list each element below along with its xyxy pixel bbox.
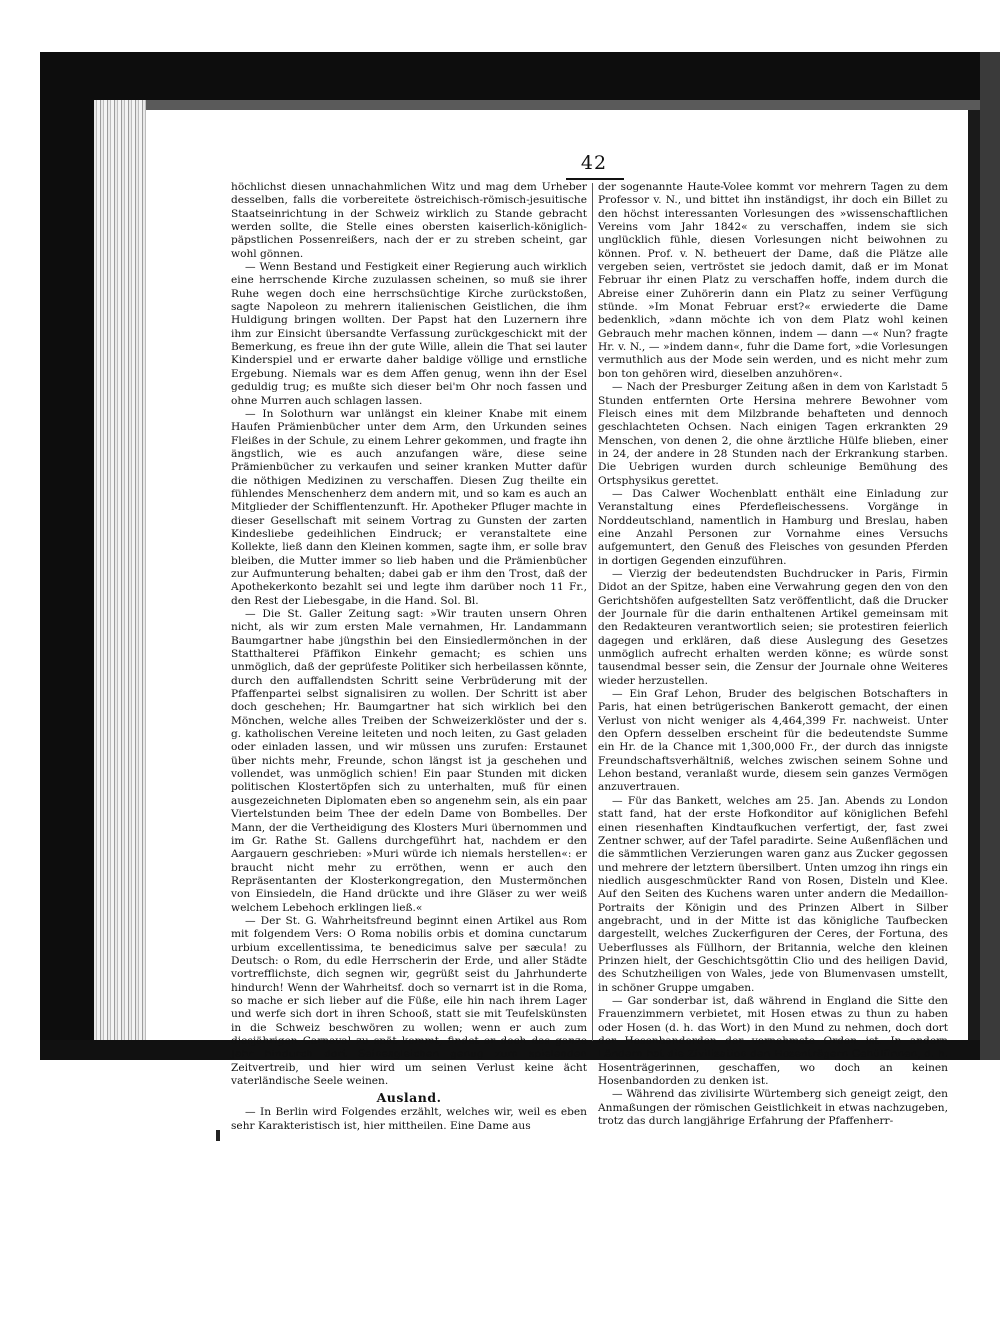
article-paragraph: — Der St. G. Wahrheitsfreund beginnt einen Artikel aus Rom mit folgendem Vers: O Roma nobilis orbis et domina cunctarum urbium excellentissima, te benedicimus salve per sæcula! zu Deutsch: o Rom, du edle Herrscherin der Erde, und aller Städte vortrefflichste, dich segnen wir, gegrüßt seist du Jahrhunderte hindurch! Wenn der Wahrheitsf. doch so vernarrt ist in die Roma, so mache er sich lieber auf die Füße, eile hin nach ihrem Lager und werfe sich dort in ihren Schooß, statt sie mit Teufelskünsten in die Schweiz beschwören zu wollen; wenn er auch zum diesjährigen Carnaval zu spät kommt, findet er doch das ganze Jahr hindurch dort Seinesgleichen genug zum spielenden Zeitvertreib, und hier wird um seinen Verlust keine ächt vaterländische Seele weinen. — [231, 914, 587, 1088]
article-paragraph: — Vierzig der bedeutendsten Buchdrucker in Paris, Firmin Didot an der Spitze, haben eine Verwahrung gegen den von den Gerichtshöfen aufgestellten Satz veröffentlicht, daß die Drucker der Journale für die darin enthaltenen Artikel gemeinsam mit den Redakteuren verantwortlich seien; sie protestiren feierlich dagegen und erklären, daß diese Auslegung des Gesetzes unmöglich aufrecht erhalten werden könne; es würde sonst tausendmal besser sein, die Zensur der Journale ohne Weiteres wieder herzustellen. — [598, 567, 948, 687]
article-paragraph: — In Solothurn war unlängst ein kleiner Knabe mit einem Haufen Prämienbücher unter dem Arm, den Urkunden seines Fleißes in der Schule, zu einem Lehrer gekommen, und fragte ihn ängstlich, wie es auch anzufangen wäre, diese seine Prämienbücher zu verkaufen und seiner kranken Mutter dafür die nöthigen Medizinen zu verschaffen. Diesen Zug theilte ein fühlendes Menschenherz dem andern mit, und so kam es auch an Mitglieder der Schifflentenzunft. Hr. Apotheker Pfluger machte in dieser Gesellschaft mit seinem Vortrag zu Gunsten der zarten Kindesliebe gedeihlichen Eindruck; er veranstaltete eine Kollekte, ließ dann den Kleinen kommen, sagte ihm, er solle brav bleiben, die Mutter immer so lieb haben und die Prämienbücher zur Aufmunterung behalten; dabei gab er ihm den Trost, daß der Apothekerkonto bezahlt sei und legte ihm darüber noch 11 Fr., den Rest der Liebesgabe, in die Hand. Sol. Bl. — [231, 407, 587, 607]
scan-left-border — [40, 52, 94, 1052]
article-paragraph: — Gar sonderbar ist, daß während in England die Sitte den Frauenzimmern verbietet, mit Hosen etwas zu thun zu haben oder Hosen (d. h. das Wort) in den Mund zu nehmen, doch dort der Hosenbandorden der vornehmste Orden ist. In andern Ländern hat die Zivilisation den Hosenträgern Gehülfinnen, d. h. Hosenträgerinnen, geschaffen, wo doch an keinen Hosenbandorden zu denken ist. — [598, 994, 948, 1088]
left-column — [231, 181, 587, 1132]
article-paragraph: — Während das zivilisirte Würtemberg sich geneigt zeigt, den Anmaßungen der römischen Geistlichkeit in etwas nachzugeben, trotz das durch langjährige Erfahrung der Pfaffenherr- — [598, 1088, 948, 1128]
article-paragraph: — Die St. Galler Zeitung sagt: »Wir trauten unsern Ohren nicht, als wir zum ersten Male vernahmen, Hr. Landammann Baumgartner habe jüngsthin bei den Einsiedlermönchen in der Statthalterei Pfäffikon Einkehr gemacht; es schien uns unmöglich, daß der geprüfeste Politiker sich herbeilassen könnte, durch den auffallendsten Schritt seine Verbrüderung mit der Pfaffenpartei selbst signalisiren zu wollen. Der Schritt ist aber doch geschehen; Hr. Baumgartner hat sich wirklich bei den Mönchen, welche alles Treiben der Schweizerklöster und der s. g. katholischen Vereine leiteten und noch leiten, zu Gast geladen oder einladen lassen, und wir müssen uns zurufen: Erstaunet über nichts mehr, Freunde, schon längst ist ja geschehen und vollendet, was unmöglich schien! Ein paar Stunden mit dicken politischen Klostertöpfen sich zu unterhalten, muß für einen ausgezeichneten Diplomaten eben so angenehm sein, als ein paar Viertelstunden beim Thee der edeln Dame von Bombelles. Der Mann, der die Vertheidigung des Klosters Muri übernommen und im Gr. Rathe St. Gallens durchgeführt hat, nachdem er den Aargauern geschrieben: »Muri würde ich niemals herstellen«: er braucht nicht mehr zu erröthen, wenn er auch den Repräsentanten der Klosterkongregation, den Mustermönchen von Einsiedeln, die Hand drückte und ihre Gläser zu wer weiß welchem Lebehoch erklingen ließ.« — [231, 608, 587, 914]
scan-top-border — [40, 52, 1000, 100]
book-gutter-shading — [94, 100, 146, 1050]
article-paragraph: — Ein Graf Lehon, Bruder des belgischen Botschafters in Paris, hat einen betrügerischen Bankerott gemacht, der einen Verlust von nicht weniger als 4,464,399 Fr. nachweist. Unter den Opfern desselben erscheint für die bedeutendste Summe ein Hr. de la Chance mit 1,300,000 Fr., der durch das innigste Freundschaftsverhältniß, welches zwischen seinem Sohne und Lehon bestand, veranlaßt wurde, diesem sein ganzes Vermögen anzuvertrauen. — [598, 688, 948, 794]
article-paragraph: — Das Calwer Wochenblatt enthält eine Einladung zur Veranstaltung eines Pferdefleischessens. Vorgänge in Norddeutschland, namentlich in Hamburg und Breslau, haben eine Anzahl Personen zur Vornahme eines Versuchs aufgemuntert, den Genuß des Fleisches von gesunden Pferden in dortigen Gegenden einzuführen. — [598, 487, 948, 567]
header-rule — [566, 178, 624, 180]
article-paragraph: der sogenannte Haute-Volee kommt vor mehrern Tagen zu dem Professor v. N., und bittet ihn inständigst, ihr doch ein Billet zu den höchst interessanten Vorlesungen des »wissenschaftlichen Vereins vom Jahr 1842« zu verschaffen, indem sie sich unglücklich fühle, diesen Vorlesungen nicht beiwohnen zu können. Prof. v. N. betheuert der Dame, daß die Plätze alle vergeben seien, vertröstet sie jedoch damit, daß er im Monat Februar ihr einen Platz zu verschaffen hoffe, indem durch die Abreise einer Zuhörerin dann ein Platz zu seiner Verfügung stünde. »Im Monat Februar erst?« erwiederte die Dame bedenklich, »dann möchte ich von dem Platz wohl keinen Gebrauch mehr machen können, indem — dann —« Nun? fragte Hr. v. N., — »indem dann«, fuhr die Dame fort, »die Vorlesungen vermuthlich aus der Mode sein werden, und es nicht mehr zum bon ton gehören wird, dieselben anzuhören«. — [598, 181, 948, 380]
page-number: 42 — [580, 152, 608, 174]
section-heading-ausland: Ausland. — [376, 1090, 442, 1106]
scan-right-edge — [980, 52, 1000, 1060]
article-paragraph: höchlichst diesen unnachahmlichen Witz und mag dem Urheber desselben, falls die vorbereitete östreichisch-römisch-jesuitische Staatseinrichtung in der Schweiz wirklich zu Stande gebracht werden sollte, die Stelle eines obersten kaiserlich-königlich-päpstlichen Possenreißers, nach der er zu streben scheint, gar wohl gönnen. — [231, 181, 587, 260]
scan-top-shadow — [70, 100, 980, 110]
margin-ink-mark — [216, 1130, 220, 1141]
right-column — [598, 181, 948, 1128]
article-paragraph: — Wenn Bestand und Festigkeit einer Regierung auch wirklich eine herrschende Kirche zuzulassen scheinen, so muß sie ihrer Ruhe wegen doch eine herrschsüchtige Kirche zurückstoßen, sagte Napoleon zu mehrern italienischen Geistlichen, die ihm Huldigung bringen wollten. Der Papst hat den Luzernern ihre ihm zur Einsicht übersandte Verfassung zurückgeschickt mit der Bemerkung, es freue ihn der gute Wille, allein die That sei lauter Kinderspiel und er erwarte daher baldige völlige und ernstliche Ergebung. Niemals war es dem Affen genug, wenn ihn der Esel geduldig trug; es mußte sich dieser bei'm Ohr noch fassen und ohne Murren auch schlagen lassen. — [231, 261, 587, 407]
scan-right-border — [968, 110, 980, 1040]
article-paragraph: — Nach der Presburger Zeitung aßen in dem von Karlstadt 5 Stunden entfernten Orte Hersina mehrere Bewohner vom Fleisch eines mit dem Milzbrande behafteten und dennoch geschlachteten Ochsen. Nach einigen Tagen erkrankten 29 Menschen, von denen 2, die ohne ärztliche Hülfe blieben, einer in 24, der andere in 28 Stunden nach der Erkrankung starben. Die Uebrigen wurden durch schleunige Bemühung des Ortsphysikus gerettet. — [598, 381, 948, 487]
article-paragraph: — In Berlin wird Folgendes erzählt, welches wir, weil es eben sehr Karakteristisch ist, hier mittheilen. Eine Dame aus — [231, 1106, 587, 1132]
article-paragraph: — Für das Bankett, welches am 25. Jan. Abends zu London statt fand, hat der erste Hofkonditor auf königlichen Befehl einen riesenhaften Kindtaufkuchen verfertigt, der, fast zwei Zentner schwer, auf der Tafel paradirte. Seine Außenflächen und die sämmtlichen Verzierungen waren ganz aus Zucker gegossen und mehrere der letztern übersilbert. Unten umzog ihn rings ein niedlich ausgeschmückter Rand von Rosen, Disteln und Klee. Auf den Seiten des Kuchens waren unter andern die Medaillon-Portraits der Königin und des Prinzen Albert in Silber angebracht, und in der Mitte ist das königliche Taufbecken dargestellt, welches Zuckerfiguren der Ceres, der Fortuna, des Ueberflusses als Füllhorn, der Britannia, welche den kleinen Prinzen hielt, der Geschichtsgöttin Clio und des heiligen David, des Schutzheiligen von Wales, jede von Blumenvasen umstellt, in schöner Gruppe umgaben. — [598, 794, 948, 994]
column-divider — [592, 183, 593, 1041]
